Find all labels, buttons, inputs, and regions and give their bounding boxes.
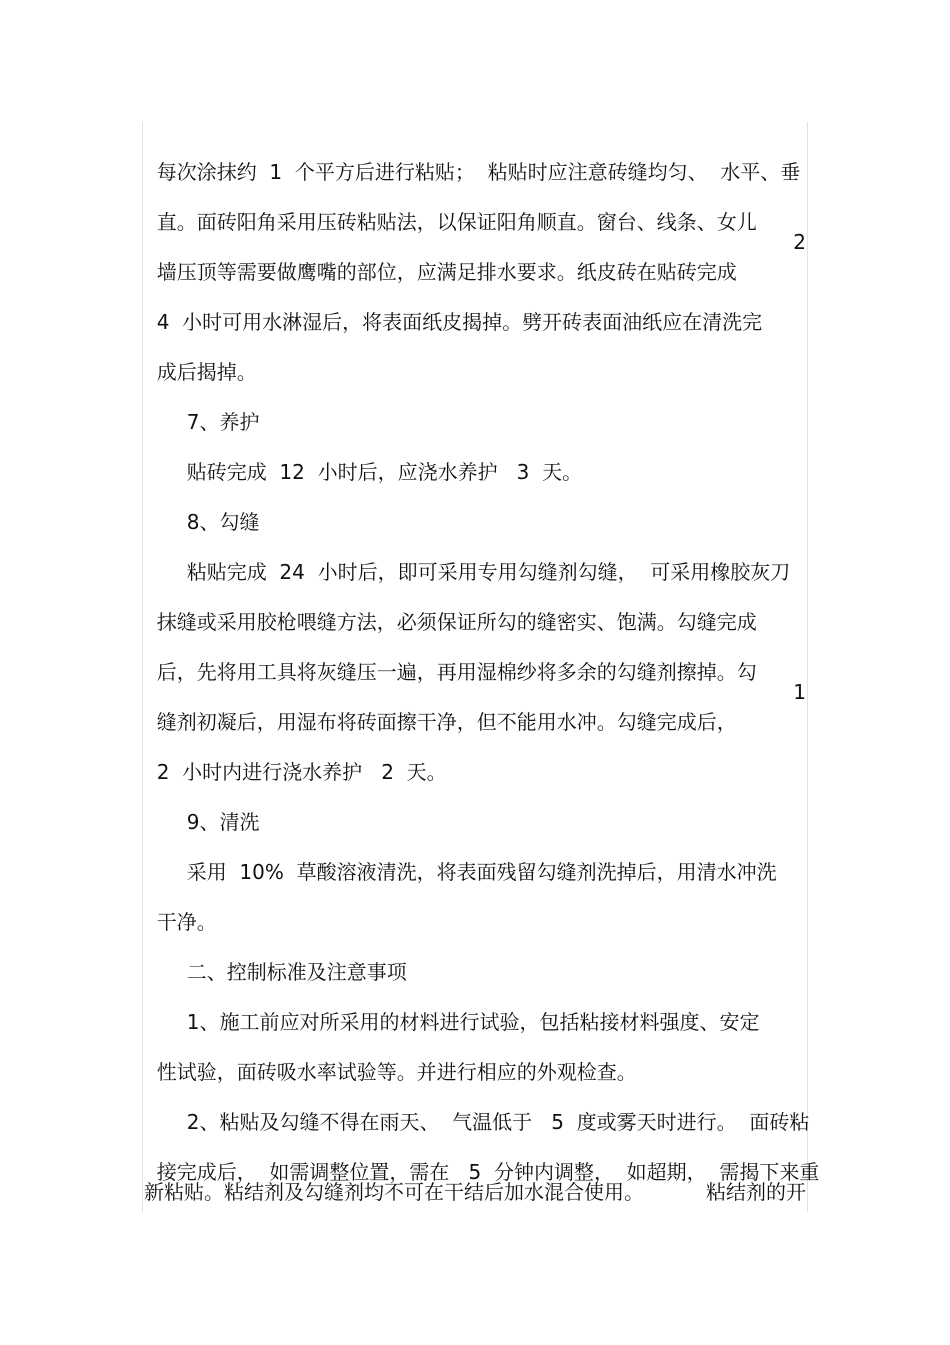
line-text: 墙压顶等需要做鹰嘴的部位，应满足排水要求。纸皮砖在贴砖完成 [156, 260, 737, 284]
line-text: 后，先将用工具将灰缝压一遍，再用湿棉纱将多余的勾缝剂擦掉。勾 [156, 660, 757, 684]
text-line-13 [144, 727, 806, 784]
wrapped-digit: 1 [793, 680, 806, 704]
line-text-tail: 粘结剂的开 [706, 1180, 806, 1204]
line-text: 贴砖完成 12 小时后，应浇水养护 3 天。 [186, 460, 583, 484]
text-line-4 [144, 277, 806, 334]
line-text: 粘贴完成 24 小时后，即可采用专用勾缝剂勾缝， 可采用橡胶灰刀 [186, 560, 791, 584]
text-line-15 [144, 827, 806, 884]
text-line-5 [144, 327, 806, 384]
line-text: 每次涂抹约 1 个平方后进行粘贴； 粘贴时应注意砖缝均匀、 水平、垂 [156, 160, 801, 184]
heading-text: 7、养护 [186, 410, 260, 434]
line-text: 缝剂初凝后，用湿布将砖面擦干净，但不能用水冲。勾缝完成后， [156, 710, 737, 734]
wrapped-digit: 2 [793, 230, 806, 254]
text-line-16 [144, 877, 806, 934]
line-text: 采用 10% 草酸溶液清洗，将表面残留勾缝剂洗掉后，用清水冲洗 [186, 860, 777, 884]
section-heading-standards [144, 927, 806, 984]
heading-text: 9、清洗 [186, 810, 260, 834]
text-line-9 [144, 527, 806, 584]
section-heading-cleaning [144, 777, 806, 834]
line-text: 成后揭掉。 [156, 360, 257, 384]
section-heading-curing [144, 377, 806, 434]
line-text: 1、施工前应对所采用的材料进行试验，包括粘接材料强度、安定 [186, 1010, 760, 1034]
line-text: 2、粘贴及勾缝不得在雨天、 气温低于 5 度或雾天时进行。 面砖粘 [186, 1110, 810, 1134]
line-text: 干净。 [156, 910, 217, 934]
text-line-21 [144, 1127, 820, 1184]
line-text: 2 小时内进行浇水养护 2 天。 [156, 760, 447, 784]
line-text: 新粘贴。粘结剂及勾缝剂均不可在干结后加水混合使用。 [144, 1180, 644, 1204]
text-line-7 [144, 427, 806, 484]
text-line-18 [144, 977, 806, 1034]
line-text: 直。面砖阳角采用压砖粘贴法，以保证阳角顺直。窗台、线条、女儿 [156, 210, 757, 234]
line-text: 接完成后， 如需调整位置，需在 5 分钟内调整， 如超期， 需揭下来重 [156, 1160, 820, 1184]
heading-text: 二、控制标准及注意事项 [186, 960, 407, 984]
text-line-20 [144, 1077, 810, 1134]
text-line-2 [144, 177, 806, 234]
section-heading-jointing [144, 477, 806, 534]
text-line-12 [144, 677, 806, 734]
text-line-11 [144, 627, 806, 684]
text-line-3 [144, 227, 806, 284]
text-line-19 [144, 1027, 806, 1084]
text-line-10 [144, 577, 806, 634]
line-text: 4 小时可用水淋湿后，将表面纸皮揭掉。劈开砖表面油纸应在清洗完 [156, 310, 763, 334]
heading-text: 8、勾缝 [186, 510, 260, 534]
text-line-22 [144, 1177, 806, 1207]
line-text: 抹缝或采用胶枪喂缝方法，必须保证所勾的缝密实、饱满。勾缝完成 [156, 610, 757, 634]
line-text: 性试验，面砖吸水率试验等。并进行相应的外观检查。 [156, 1060, 637, 1084]
text-line-1 [144, 127, 806, 184]
